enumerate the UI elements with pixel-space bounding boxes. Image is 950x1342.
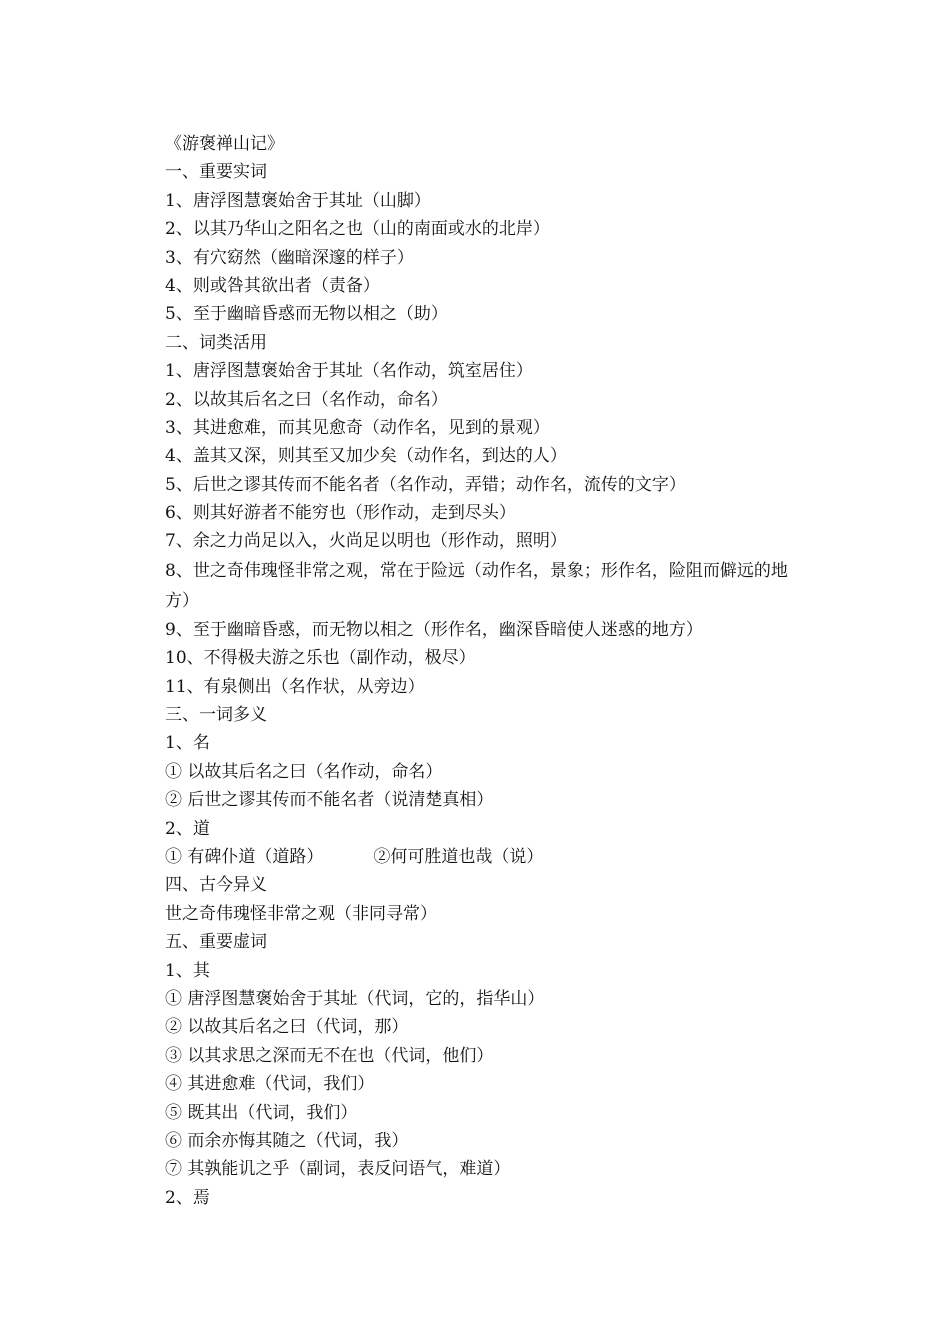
- list-item: ⑤ 既其出（代词，我们）: [165, 1102, 358, 1123]
- list-item: ④ 其进愈难（代词，我们）: [165, 1074, 375, 1095]
- list-item: ② 以故其后名之曰（代词，那）: [165, 1017, 409, 1038]
- list-item: 7、余之力尚足以入，火尚足以明也（形作动，照明）: [165, 531, 567, 552]
- list-item: ③ 以其求思之深而无不在也（代词，他们）: [165, 1045, 494, 1066]
- list-item: ⑥ 而余亦悔其随之（代词，我）: [165, 1130, 409, 1151]
- list-item: 10、不得极夫游之乐也（副作动，极尽）: [165, 648, 476, 669]
- list-item: 世之奇伟瑰怪非常之观（非同寻常）: [165, 903, 437, 924]
- list-item: 5、至于幽暗昏惑而无物以相之（助）: [165, 304, 448, 325]
- subheading: 1、名: [165, 733, 210, 754]
- subheading: 2、道: [165, 818, 210, 839]
- section-heading: 二、词类活用: [165, 332, 267, 353]
- list-item: 3、有穴窈然（幽暗深邃的样子）: [165, 247, 414, 268]
- list-item: 2、以其乃华山之阳名之也（山的南面或水的北岸）: [165, 219, 550, 240]
- document-page: [165, 130, 805, 1212]
- list-item: 4、则或咎其欲出者（责备）: [165, 275, 380, 296]
- section-heading: 三、一词多义: [165, 705, 267, 726]
- list-item: ① 以故其后名之曰（名作动，命名）: [165, 761, 443, 782]
- list-item: ① 有碑仆道（道路）: [165, 846, 324, 867]
- list-item: ⑦ 其孰能讥之乎（副词，表反问语气，难道）: [165, 1159, 511, 1180]
- list-item: 8、世之奇伟瑰怪非常之观，常在于险远（动作名，景象；形作名，险阻而僻远的地方）: [165, 560, 788, 611]
- section-heading: 一、重要实词: [165, 162, 267, 183]
- list-item: 9、至于幽暗昏惑，而无物以相之（形作名，幽深昏暗使人迷惑的地方）: [165, 619, 703, 640]
- list-item: 1、唐浮图慧褒始舍于其址（名作动，筑室居住）: [165, 361, 533, 382]
- section-heading: 五、重要虚词: [165, 932, 267, 953]
- list-item: 3、其进愈难，而其见愈奇（动作名，见到的景观）: [165, 417, 550, 438]
- list-item: ②何可胜道也哉（说）: [373, 846, 544, 867]
- list-item: 6、则其好游者不能穷也（形作动，走到尽头）: [165, 503, 516, 524]
- list-item: 2、以故其后名之曰（名作动，命名）: [165, 389, 448, 410]
- list-item: 4、盖其又深，则其至又加少矣（动作名，到达的人）: [165, 446, 567, 467]
- list-item: ② 后世之谬其传而不能名者（说清楚真相）: [165, 790, 494, 811]
- subheading: 1、其: [165, 960, 210, 981]
- section-heading: 四、古今异义: [165, 875, 267, 896]
- document-title: 《游褒禅山记》: [165, 134, 284, 154]
- list-item: 11、有泉侧出（名作状，从旁边）: [165, 676, 425, 697]
- list-item: 5、后世之谬其传而不能名者（名作动，弄错；动作名，流传的文字）: [165, 474, 686, 495]
- list-item: ① 唐浮图慧褒始舍于其址（代词，它的，指华山）: [165, 988, 545, 1009]
- list-item-row: [165, 843, 805, 871]
- subheading: 2、焉: [165, 1187, 210, 1208]
- list-item: 1、唐浮图慧褒始舍于其址（山脚）: [165, 190, 431, 211]
